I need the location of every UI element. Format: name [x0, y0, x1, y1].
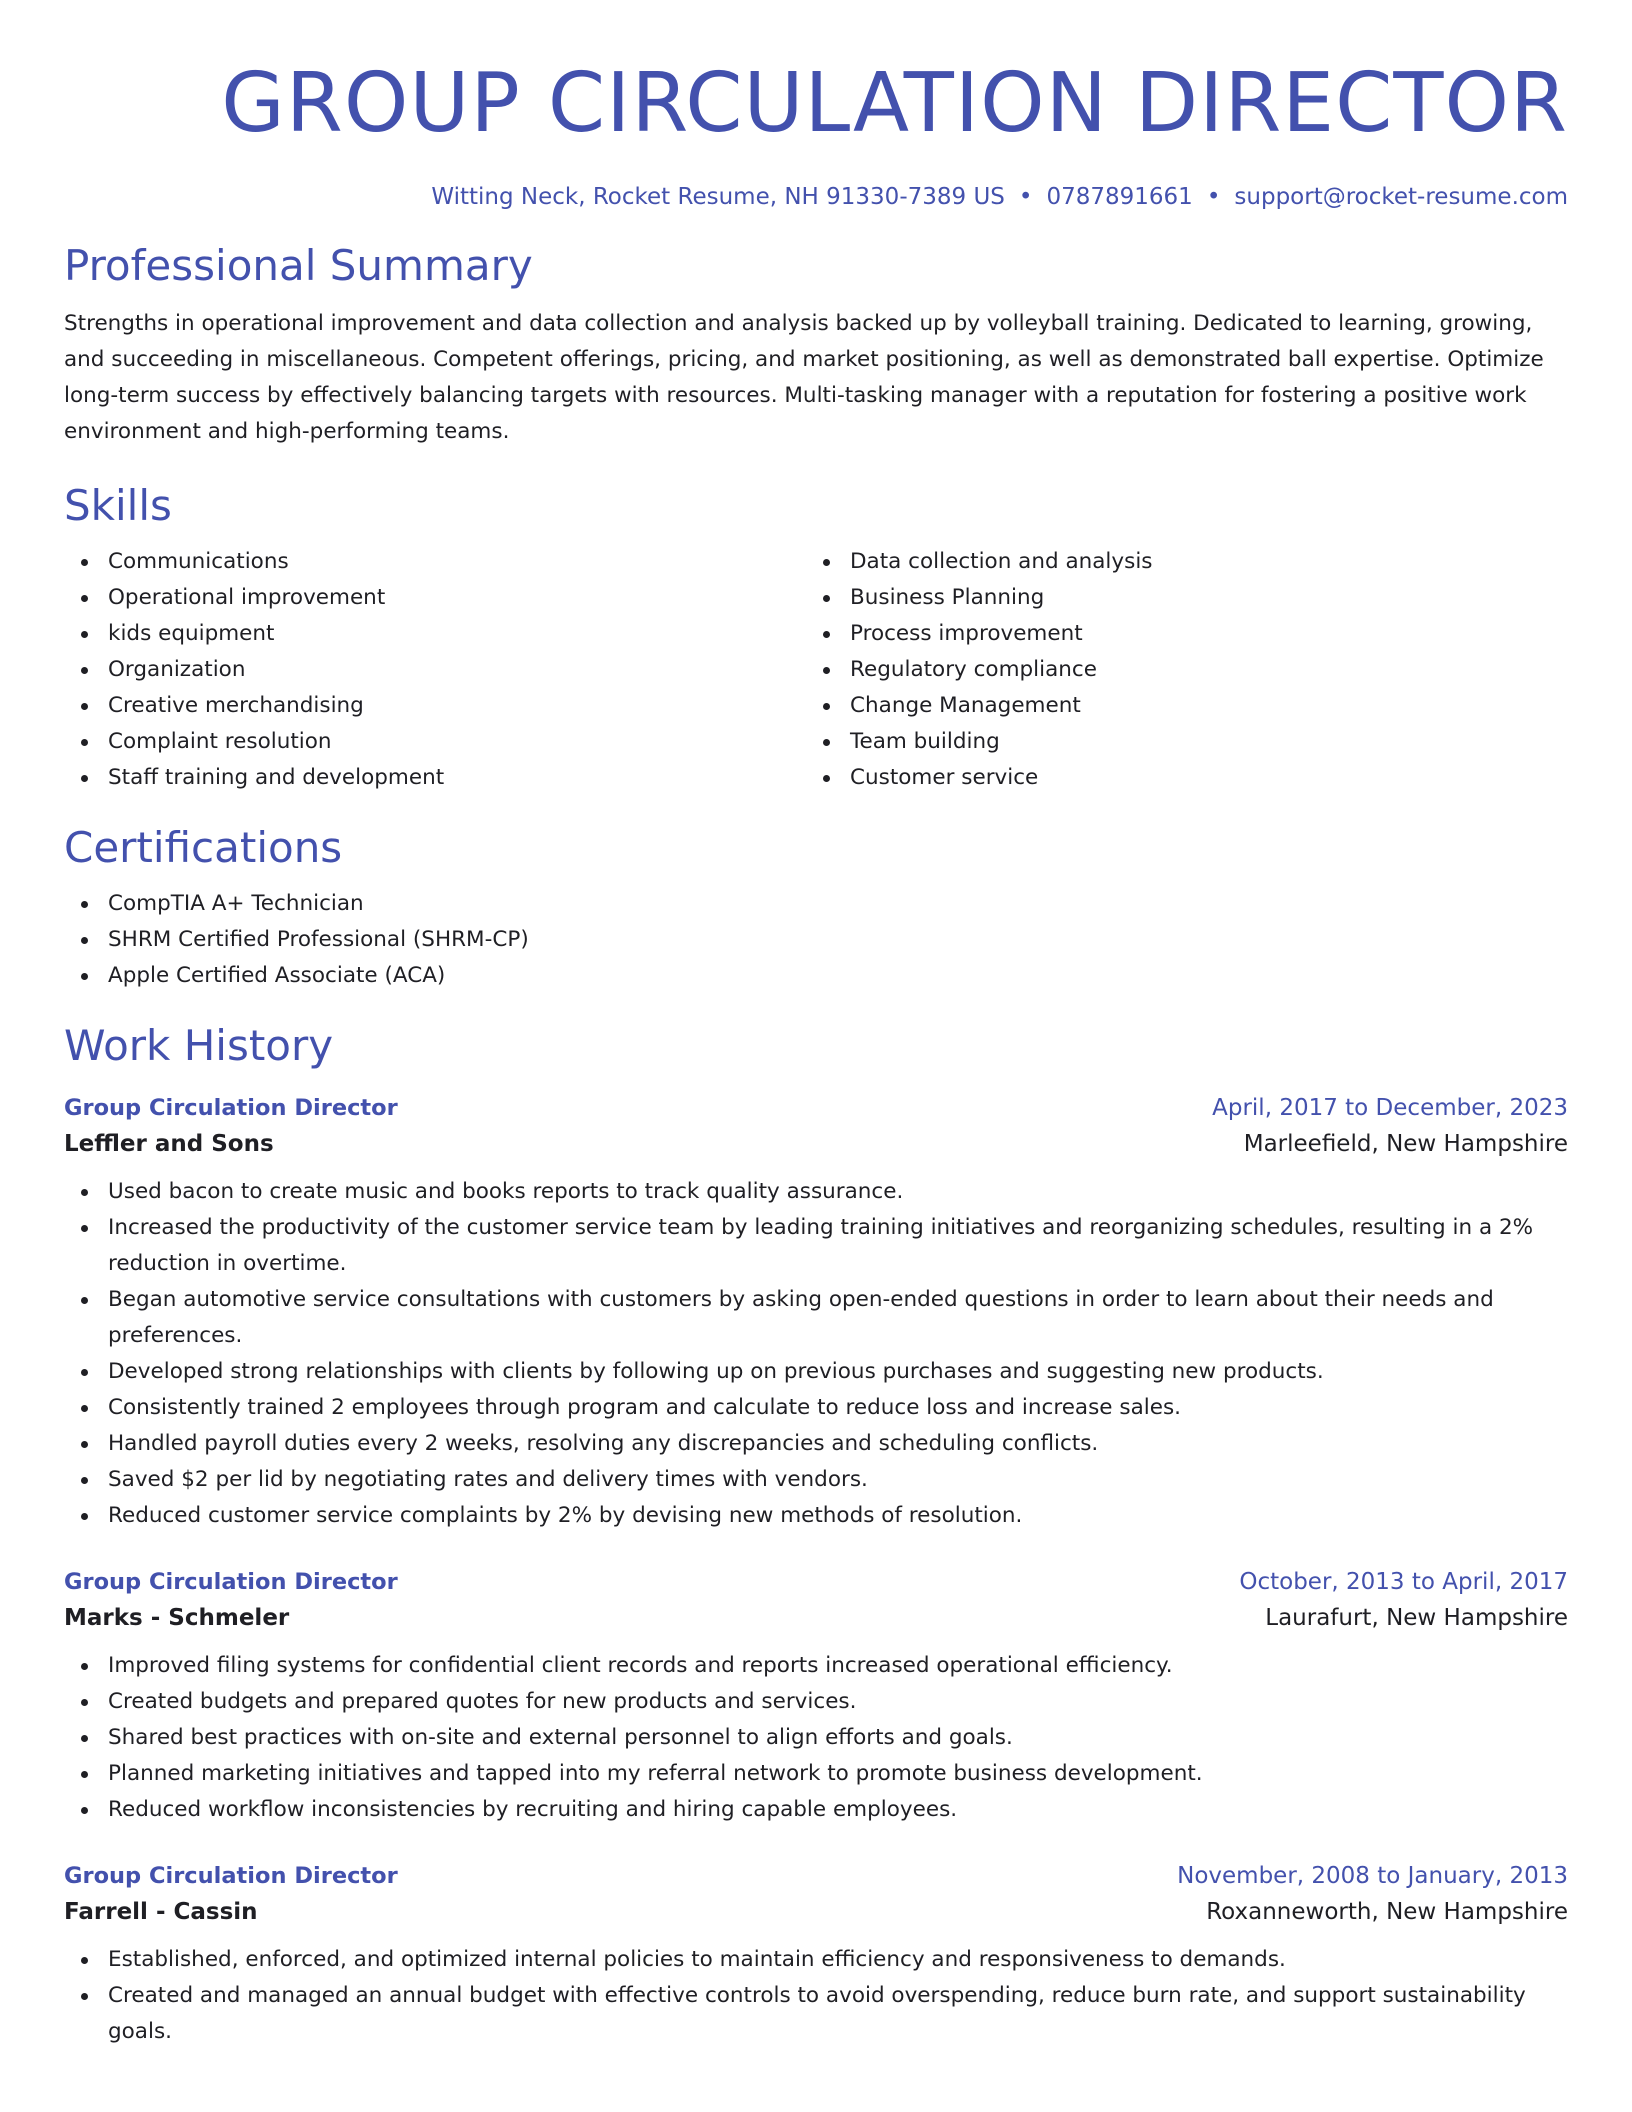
contact-email[interactable]: support@rocket-resume.com	[1234, 184, 1568, 210]
contact-phone[interactable]: 0787891661	[1046, 184, 1193, 210]
job-duty: Reduced customer service complaints by 2% by devising new methods of resolution.	[64, 1498, 1568, 1534]
skills-columns	[64, 544, 1568, 796]
job-duty: Created and managed an annual budget with effective controls to avoid overspending, reduce burn rate, and support sustainability goals.	[64, 1978, 1568, 2050]
resume-page	[64, 0, 1568, 2050]
skill-item: Process improvement	[806, 616, 1548, 652]
job-duties-list	[64, 1942, 1568, 2050]
summary-heading: Professional Summary	[64, 241, 533, 290]
job-location: Laurafurt, New Hampshire	[1265, 1605, 1568, 1631]
job-duty: Improved filing systems for confidential client records and reports increased operational efficiency.	[64, 1648, 1568, 1684]
skill-item: Operational improvement	[64, 580, 806, 616]
skill-item: Creative merchandising	[64, 688, 806, 724]
job-dates: April, 2017 to December, 2023	[1212, 1095, 1568, 1121]
job-duty: Began automotive service consultations with customers by asking open-ended questions in order to learn about their needs and preferences.	[64, 1282, 1568, 1354]
job-company: Marks - Schmeler	[64, 1605, 290, 1631]
job-duty: Planned marketing initiatives and tapped into my referral network to promote business development.	[64, 1756, 1568, 1792]
job-employer-row	[64, 1124, 1568, 1164]
job-duty: Increased the productivity of the customer service team by leading training initiatives and reorganizing schedules, resulting in a 2% reduction in overtime.	[64, 1210, 1568, 1282]
contact-separator: •	[1206, 184, 1221, 210]
job-entry	[64, 1092, 1568, 1534]
skill-item: Customer service	[806, 760, 1548, 796]
job-duty: Reduced workflow inconsistencies by recruiting and hiring capable employees.	[64, 1792, 1568, 1828]
job-duty: Established, enforced, and optimized internal policies to maintain efficiency and responsiveness to demands.	[64, 1942, 1568, 1978]
contact-separator: •	[1018, 184, 1033, 210]
skill-item: kids equipment	[64, 616, 806, 652]
job-entry	[64, 1860, 1568, 2050]
certification-item: CompTIA A+ Technician	[64, 886, 1568, 922]
skill-item: Change Management	[806, 688, 1548, 724]
skill-item: Team building	[806, 724, 1548, 760]
skills-list-right	[806, 544, 1548, 796]
job-company: Leffler and Sons	[64, 1131, 274, 1157]
skill-item: Data collection and analysis	[806, 544, 1548, 580]
skill-item: Complaint resolution	[64, 724, 806, 760]
job-duty: Consistently trained 2 employees through program and calculate to reduce loss and increase sales.	[64, 1390, 1568, 1426]
page-title: GROUP CIRCULATION DIRECTOR	[221, 56, 1568, 151]
contact-line	[64, 182, 1568, 212]
job-title: Group Circulation Director	[64, 1863, 398, 1889]
job-duty: Created budgets and prepared quotes for new products and services.	[64, 1684, 1568, 1720]
job-location: Marleefield, New Hampshire	[1243, 1131, 1568, 1157]
summary-text: Strengths in operational improvement and data collection and analysis backed up by volleyball training. Dedicated to learning, growing, and succeeding in miscellaneous. Competent offerings, pricing, and market positioning, as well as demonstrated ball expertise. Optimize long-term success by effectively balancing targets with resources. Multi-tasking manager with a reputation for fostering a positive work environment and high-performing teams.	[64, 311, 1544, 444]
skill-item: Staff training and development	[64, 760, 806, 796]
job-header-row	[64, 1092, 1568, 1124]
skills-list-left	[64, 544, 806, 796]
job-header-row	[64, 1566, 1568, 1598]
job-duty: Developed strong relationships with clients by following up on previous purchases and suggesting new products.	[64, 1354, 1568, 1390]
certification-item: SHRM Certified Professional (SHRM-CP)	[64, 922, 1568, 958]
skills-heading: Skills	[64, 481, 172, 530]
certifications-heading: Certifications	[64, 823, 343, 872]
skill-item: Organization	[64, 652, 806, 688]
job-header-row	[64, 1860, 1568, 1892]
job-dates: October, 2013 to April, 2017	[1239, 1569, 1568, 1595]
skill-item: Regulatory compliance	[806, 652, 1548, 688]
job-dates: November, 2008 to January, 2013	[1177, 1863, 1568, 1889]
job-duty: Used bacon to create music and books reports to track quality assurance.	[64, 1174, 1568, 1210]
job-duties-list	[64, 1174, 1568, 1534]
certification-item: Apple Certified Associate (ACA)	[64, 958, 1568, 994]
skill-item: Communications	[64, 544, 806, 580]
contact-address: Witting Neck, Rocket Resume, NH 91330-7389 US	[431, 184, 1005, 210]
skill-item: Business Planning	[806, 580, 1548, 616]
job-duty: Shared best practices with on-site and external personnel to align efforts and goals.	[64, 1720, 1568, 1756]
job-duty: Saved $2 per lid by negotiating rates and delivery times with vendors.	[64, 1462, 1568, 1498]
job-entry	[64, 1566, 1568, 1828]
work-history-heading: Work History	[64, 1021, 334, 1070]
job-location: Roxanneworth, New Hampshire	[1206, 1899, 1568, 1925]
job-title: Group Circulation Director	[64, 1095, 398, 1121]
job-employer-row	[64, 1598, 1568, 1638]
job-duties-list	[64, 1648, 1568, 1828]
job-employer-row	[64, 1892, 1568, 1932]
certifications-list	[64, 886, 1568, 994]
job-duty: Handled payroll duties every 2 weeks, resolving any discrepancies and scheduling conflicts.	[64, 1426, 1568, 1462]
job-company: Farrell - Cassin	[64, 1899, 258, 1925]
job-title: Group Circulation Director	[64, 1569, 398, 1595]
